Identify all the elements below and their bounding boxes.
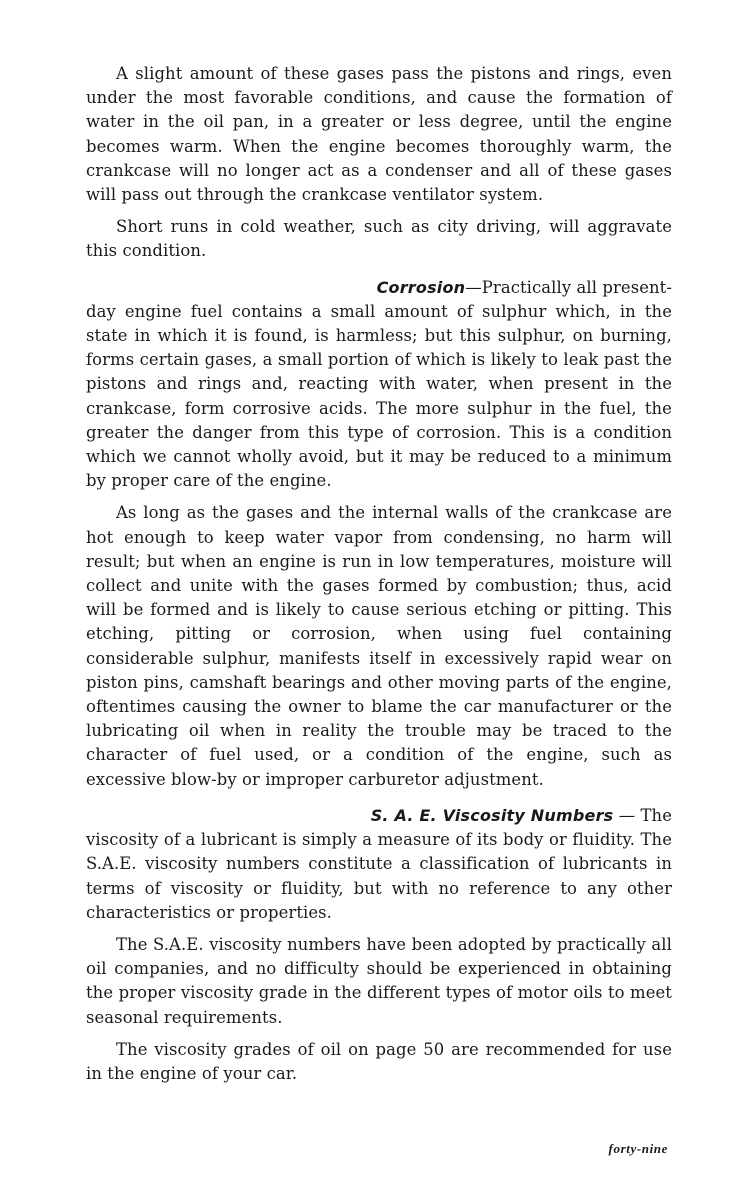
viscosity-lead: — The (613, 805, 672, 825)
section-corrosion (86, 276, 672, 494)
page-text (86, 62, 672, 1094)
viscosity-heading: S. A. E. Viscosity Numbers (370, 805, 614, 825)
paragraph-gases-hot: As long as the gases and the internal walls of the crankcase are hot enough to keep water vapor from condensing, no harm will result; but when an engine is run in low temperatures, moisture will collect and unite with the gases formed by combustion; thus, acid will be formed and is likely to cause serious etching or pitting. This etching, pitting or corrosion, when using fuel containing considerable sulphur, manifests itself in excessively rapid wear on piston pins, camshaft bearings and other moving parts of the engine, oftentimes causing the owner to blame the car manufacturer or the lubricating oil when in reality the trouble may be traced to the character of fuel used, or a condition of the engine, such as excessive blow-by or improper carburetor adjustment. (86, 503, 672, 789)
paragraph-short-runs: Short runs in cold weather, such as city driving, will aggravate this condition. (86, 217, 672, 261)
page-number: forty-nine (608, 1141, 668, 1156)
section-viscosity (86, 804, 672, 925)
viscosity-text: viscosity of a lubricant is simply a measure of its body or fluidity. The S.A.E. viscosity numbers constitute a classification of lubricants in terms of viscosity or fluidity, but with no reference to any other characteristics or properties. (86, 830, 672, 922)
paragraph-gases: A slight amount of these gases pass the pistons and rings, even under the most favorable conditions, and cause the formation of water in the oil pan, in a greater or less degree, until the engine becomes warm. When the engine becomes thoroughly warm, the crankcase will no longer act as a condenser and all of these gases will pass out through the crankcase ventilator system. (86, 64, 672, 205)
paragraph-sae-adopted: The S.A.E. viscosity numbers have been adopted by practically all oil companies, and no difficulty should be experienced in obtaining the proper viscosity grade in the different types of motor oils to meet seasonal requirements. (86, 934, 672, 1027)
corrosion-heading-line (86, 276, 672, 300)
paragraph-viscosity-grades: The viscosity grades of oil on page 50 are recommended for use in the engine of your car. (86, 1039, 672, 1083)
corrosion-heading: Corrosion (376, 277, 466, 297)
corrosion-lead: —Practically all present- (465, 277, 672, 297)
viscosity-heading-line (86, 804, 672, 828)
corrosion-text: day engine fuel contains a small amount of sulphur which, in the state in which it is found, is harmless; but this sulphur, on burning, forms certain gases, a small portion of which is likely to leak past the pistons and rings and, reacting with water, when present in the crankcase, form corrosive acids. The more sulphur in the fuel, the greater the danger from this type of corrosion. This is a condition which we cannot wholly avoid, but it may be reduced to a minimum by proper care of the engine. (86, 301, 672, 491)
